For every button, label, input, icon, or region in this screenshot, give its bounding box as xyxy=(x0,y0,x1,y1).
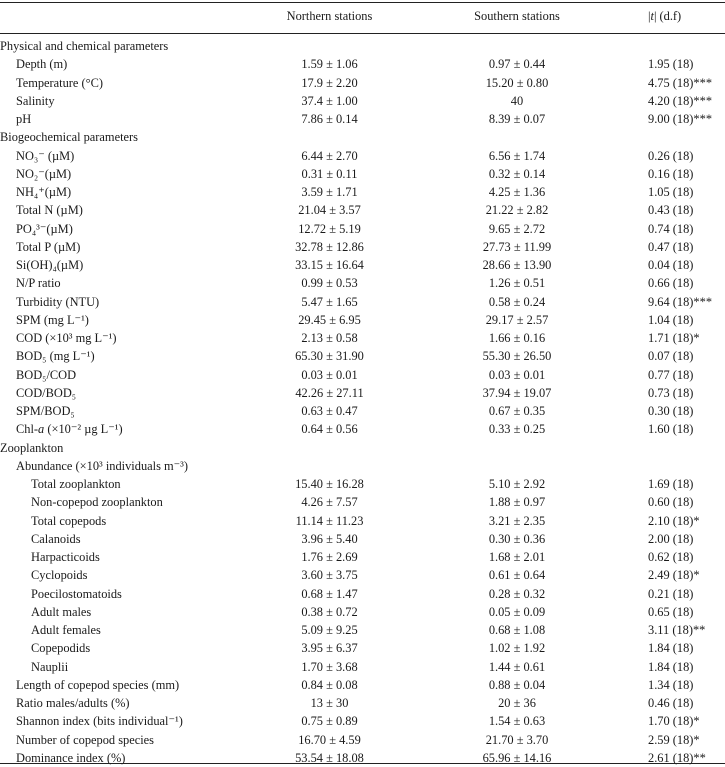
t-value: 1.95 (18) xyxy=(648,57,694,72)
northern-value: 3.59 ± 1.71 xyxy=(301,185,358,199)
northern-value: 33.15 ± 16.64 xyxy=(295,258,364,272)
table-row xyxy=(0,475,725,493)
t-value: 0.43 (18) xyxy=(648,203,694,218)
southern-value: 6.56 ± 1.74 xyxy=(488,148,546,163)
t-value: 2.00 (18) xyxy=(648,531,694,546)
row-label: Adult males xyxy=(31,604,92,619)
table-row xyxy=(0,201,725,219)
row-label: Total N (µM) xyxy=(16,203,83,218)
row-label: Total P (µM) xyxy=(16,239,81,254)
row-label: Copepodids xyxy=(31,641,91,656)
southern-value: 65.96 ± 14.16 xyxy=(482,750,552,765)
table-row xyxy=(0,329,725,347)
row-label: NH₄⁺(µM) xyxy=(16,185,72,199)
row-label: NO₂⁻(µM) xyxy=(16,166,72,181)
southern-value: 1.66 ± 0.16 xyxy=(488,331,546,345)
northern-value: 5.47 ± 1.65 xyxy=(301,294,358,309)
t-value: 4.20 (18)*** xyxy=(648,93,713,108)
row-label: COD/BOD₅ xyxy=(16,385,77,400)
table-top-rule xyxy=(0,2,725,3)
table-row xyxy=(0,110,725,128)
row-label: Non-copepod zooplankton xyxy=(31,495,163,510)
southern-value: 28.66 ± 13.90 xyxy=(482,258,552,272)
northern-value: 0.75 ± 0.89 xyxy=(301,714,358,729)
northern-value: 17.9 ± 2.20 xyxy=(301,75,358,90)
northern-value: 6.44 ± 2.70 xyxy=(301,148,358,163)
southern-value: 1.26 ± 0.51 xyxy=(488,276,546,291)
southern-value: 0.97 ± 0.44 xyxy=(488,57,546,72)
northern-value: 42.26 ± 27.11 xyxy=(295,385,364,400)
row-label: Cyclopoids xyxy=(31,568,88,583)
table-row xyxy=(0,274,725,292)
t-value: 4.75 (18)*** xyxy=(648,75,713,90)
southern-value: 0.58 ± 0.24 xyxy=(488,294,546,309)
southern-value: 37.94 ± 19.07 xyxy=(482,385,552,400)
t-value: 0.30 (18) xyxy=(648,404,694,418)
table-row xyxy=(0,493,725,511)
t-value: 9.00 (18)*** xyxy=(648,112,713,126)
table-row xyxy=(0,621,725,639)
southern-value: 4.25 ± 1.36 xyxy=(488,185,546,199)
southern-value: 1.88 ± 0.97 xyxy=(488,495,546,510)
t-value: 0.26 (18) xyxy=(648,148,694,163)
southern-value: 55.30 ± 26.50 xyxy=(482,349,552,364)
northern-value: 4.26 ± 7.57 xyxy=(301,495,358,510)
southern-value: 1.54 ± 0.63 xyxy=(488,714,546,729)
southern-value: 0.03 ± 0.01 xyxy=(488,367,546,382)
southern-value: 0.32 ± 0.14 xyxy=(488,166,546,181)
t-value: 2.59 (18)* xyxy=(648,732,700,747)
table-row xyxy=(0,639,725,657)
southern-value: 9.65 ± 2.72 xyxy=(488,221,546,236)
t-value: 0.60 (18) xyxy=(648,495,694,510)
row-label: BOD₅ (mg L⁻¹) xyxy=(16,349,95,364)
row-label: Zooplankton xyxy=(0,440,64,455)
southern-value: 5.10 ± 2.92 xyxy=(488,477,546,491)
northern-value: 0.31 ± 0.11 xyxy=(301,166,358,181)
table-row xyxy=(0,749,725,767)
southern-value: 1.02 ± 1.92 xyxy=(488,641,546,656)
row-label: Temperature (°C) xyxy=(16,75,103,90)
southern-value: 3.21 ± 2.35 xyxy=(488,513,546,528)
section-header-row xyxy=(0,128,725,146)
table-row xyxy=(0,165,725,183)
row-label: Turbidity (NTU) xyxy=(16,294,100,309)
northern-value: 13 ± 30 xyxy=(310,696,349,710)
table-row xyxy=(0,585,725,603)
northern-value: 21.04 ± 3.57 xyxy=(298,203,361,218)
row-label: Number of copepod species xyxy=(16,732,154,747)
table-row xyxy=(0,74,725,92)
t-value: 2.49 (18)* xyxy=(648,568,700,583)
northern-value: 1.59 ± 1.06 xyxy=(301,57,358,72)
t-value: 0.66 (18) xyxy=(648,276,694,291)
header-t-statistic: |t| (d.f) xyxy=(648,9,682,23)
southern-value: 1.68 ± 2.01 xyxy=(488,550,546,564)
row-label: COD (×10³ mg L⁻¹) xyxy=(16,331,117,345)
t-value: 3.11 (18)** xyxy=(648,623,706,637)
northern-value: 15.40 ± 16.28 xyxy=(295,477,364,491)
row-label: Physical and chemical parameters xyxy=(0,39,169,53)
table-row xyxy=(0,402,725,420)
t-value: 9.64 (18)*** xyxy=(648,294,713,309)
table-row xyxy=(0,366,725,384)
southern-value: 0.28 ± 0.32 xyxy=(488,586,546,601)
t-value: 0.73 (18) xyxy=(648,385,694,400)
southern-value: 0.88 ± 0.04 xyxy=(488,677,546,692)
t-value: 1.70 (18)* xyxy=(648,714,700,729)
row-label: Adult females xyxy=(31,623,101,637)
table-row xyxy=(0,92,725,110)
t-value: 2.10 (18)* xyxy=(648,513,700,528)
table-row xyxy=(0,512,725,530)
t-value: 1.84 (18) xyxy=(648,641,694,656)
southern-value: 21.22 ± 2.82 xyxy=(485,203,549,218)
t-value: 0.07 (18) xyxy=(648,349,694,364)
t-value: 1.84 (18) xyxy=(648,659,694,674)
table-row xyxy=(0,55,725,73)
row-label: NO₃⁻ (µM) xyxy=(16,148,75,163)
row-label: Nauplii xyxy=(31,659,69,674)
table-row xyxy=(0,603,725,621)
southern-value: 15.20 ± 0.80 xyxy=(485,75,549,90)
row-label: Chl-a (×10⁻² µg L⁻¹) xyxy=(16,422,123,437)
header-rule xyxy=(0,33,725,34)
header-southern-stations: Southern stations xyxy=(474,9,560,23)
northern-value: 11.14 ± 11.23 xyxy=(295,513,364,528)
row-label: Salinity xyxy=(16,93,55,108)
northern-value: 0.03 ± 0.01 xyxy=(301,367,358,382)
table-row xyxy=(0,530,725,548)
t-value: 0.16 (18) xyxy=(648,166,694,181)
table-row xyxy=(0,694,725,712)
row-label: Biogeochemical parameters xyxy=(0,130,138,145)
northern-value: 0.68 ± 1.47 xyxy=(301,586,358,601)
table-row xyxy=(0,238,725,256)
row-label: BOD₅/COD xyxy=(16,367,77,382)
table-row xyxy=(0,311,725,329)
southern-value: 40 xyxy=(510,93,524,108)
southern-value: 0.05 ± 0.09 xyxy=(488,604,546,619)
table-row xyxy=(0,566,725,584)
northern-value: 1.70 ± 3.68 xyxy=(301,659,358,674)
northern-value: 0.64 ± 0.56 xyxy=(301,422,358,437)
northern-value: 32.78 ± 12.86 xyxy=(295,239,364,254)
southern-value: 1.44 ± 0.61 xyxy=(488,659,546,674)
row-label: Length of copepod species (mm) xyxy=(16,677,180,692)
t-value: 1.04 (18) xyxy=(648,312,694,327)
northern-value: 3.96 ± 5.40 xyxy=(301,531,358,546)
t-value: 0.04 (18) xyxy=(648,258,694,272)
table-row xyxy=(0,658,725,676)
row-label: Ratio males/adults (%) xyxy=(16,696,130,710)
table-row xyxy=(0,183,725,201)
t-value: 0.62 (18) xyxy=(648,550,694,564)
northern-value: 37.4 ± 1.00 xyxy=(301,93,358,108)
northern-value: 65.30 ± 31.90 xyxy=(295,349,364,364)
row-label: Total zooplankton xyxy=(31,477,121,491)
row-label: Abundance (×10³ individuals m⁻³) xyxy=(16,458,189,473)
row-label: Poecilostomatoids xyxy=(31,586,122,601)
northern-value: 12.72 ± 5.19 xyxy=(298,221,361,236)
table-row xyxy=(0,293,725,311)
row-label: Shannon index (bits individual⁻¹) xyxy=(16,714,183,729)
northern-value: 16.70 ± 4.59 xyxy=(298,732,361,747)
table-row xyxy=(0,220,725,238)
northern-value: 0.63 ± 0.47 xyxy=(301,404,358,418)
northern-value: 0.38 ± 0.72 xyxy=(301,604,358,619)
t-value: 0.65 (18) xyxy=(648,604,694,619)
t-value: 0.21 (18) xyxy=(648,586,694,601)
row-label: SPM (mg L⁻¹) xyxy=(16,312,89,327)
row-label: PO₄³⁻(µM) xyxy=(16,221,73,236)
row-label: Total copepods xyxy=(31,513,107,528)
table-row xyxy=(0,548,725,566)
southern-value: 27.73 ± 11.99 xyxy=(482,239,552,254)
row-label: Si(OH)₄(µM) xyxy=(16,258,84,272)
header-northern-stations: Northern stations xyxy=(286,9,373,23)
section-header-row xyxy=(0,37,725,55)
southern-value: 0.67 ± 0.35 xyxy=(488,404,546,418)
northern-value: 7.86 ± 0.14 xyxy=(301,112,358,126)
table-row xyxy=(0,712,725,730)
table-row xyxy=(0,347,725,365)
southern-value: 29.17 ± 2.57 xyxy=(485,312,549,327)
row-label: SPM/BOD₅ xyxy=(16,404,75,418)
northern-value: 3.95 ± 6.37 xyxy=(301,641,358,656)
t-value: 1.69 (18) xyxy=(648,477,694,491)
t-value: 0.47 (18) xyxy=(648,239,694,254)
northern-value: 29.45 ± 6.95 xyxy=(298,312,361,327)
section-header-row xyxy=(0,439,725,457)
table-row xyxy=(0,420,725,438)
row-label: N/P ratio xyxy=(16,276,61,291)
t-value: 1.71 (18)* xyxy=(648,331,700,345)
table-row xyxy=(0,457,725,475)
southern-value: 0.33 ± 0.25 xyxy=(488,422,546,437)
northern-value: 2.13 ± 0.58 xyxy=(301,331,358,345)
row-label: Dominance index (%) xyxy=(16,750,126,765)
t-value: 0.77 (18) xyxy=(648,367,694,382)
southern-value: 0.61 ± 0.64 xyxy=(488,568,546,583)
t-value: 0.46 (18) xyxy=(648,696,694,710)
row-label: pH xyxy=(16,112,32,126)
row-label: Harpacticoids xyxy=(31,550,100,564)
table-body xyxy=(0,37,725,767)
northern-value: 3.60 ± 3.75 xyxy=(301,568,358,583)
table-row xyxy=(0,731,725,749)
row-label: Depth (m) xyxy=(16,57,68,72)
row-label: Calanoids xyxy=(31,531,81,546)
table-row xyxy=(0,147,725,165)
t-value: 1.34 (18) xyxy=(648,677,694,692)
table-row xyxy=(0,256,725,274)
table-row xyxy=(0,384,725,402)
southern-value: 0.68 ± 1.08 xyxy=(488,623,546,637)
southern-value: 20 ± 36 xyxy=(498,696,536,710)
northern-value: 0.99 ± 0.53 xyxy=(301,276,358,291)
southern-value: 0.30 ± 0.36 xyxy=(488,531,546,546)
southern-value: 8.39 ± 0.07 xyxy=(488,112,546,126)
northern-value: 53.54 ± 18.08 xyxy=(295,750,364,765)
t-value: 1.60 (18) xyxy=(648,422,694,437)
table-row xyxy=(0,676,725,694)
t-value: 0.74 (18) xyxy=(648,221,694,236)
northern-value: 1.76 ± 2.69 xyxy=(301,550,358,564)
t-value: 1.05 (18) xyxy=(648,185,694,199)
northern-value: 5.09 ± 9.25 xyxy=(301,623,358,637)
t-value: 2.61 (18)** xyxy=(648,750,706,765)
southern-value: 21.70 ± 3.70 xyxy=(485,732,549,747)
northern-value: 0.84 ± 0.08 xyxy=(301,677,358,692)
